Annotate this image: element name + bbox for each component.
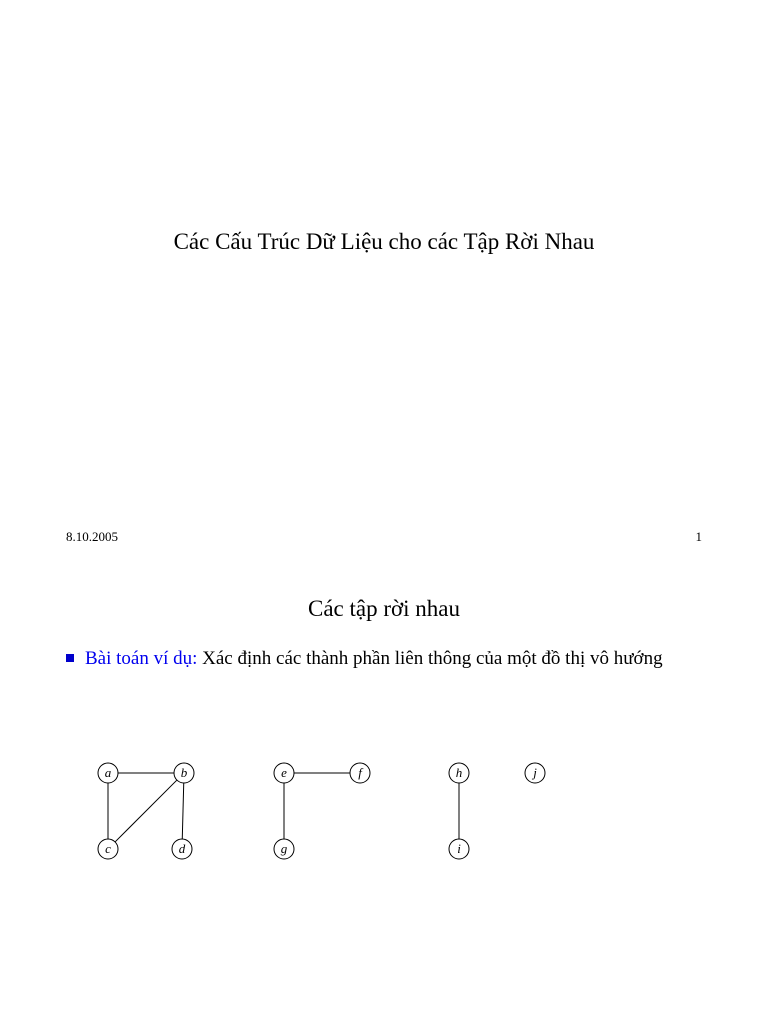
slide-title: Các tập rời nhau (307, 596, 461, 621)
graph-edge-b-c (115, 780, 177, 842)
undirected-graph (0, 740, 768, 890)
bullet-body: Xác định các thành phần liên thông của một đồ thị vô hướng (197, 648, 663, 669)
graph-edge-b-d (182, 783, 183, 839)
graph-node-e (274, 763, 294, 783)
graph-node-label: a (104, 765, 112, 780)
graph-node-a (98, 763, 118, 783)
graph-node-label: g (280, 841, 288, 856)
graph-node-label: f (358, 765, 362, 780)
graph-node-f (350, 763, 370, 783)
graph-node-label: b (180, 765, 188, 780)
footer-date: 8.10.2005 (66, 529, 118, 544)
graph-node-label: e (281, 765, 287, 780)
bullet-text (85, 646, 716, 671)
graph-node-c (98, 839, 118, 859)
graph-node-g (274, 839, 294, 859)
bullet-lead: Bài toán ví dụ: (85, 648, 198, 669)
graph-node-label: i (457, 841, 461, 856)
graph-node-label: c (105, 841, 111, 856)
square-bullet-icon (66, 654, 74, 662)
graph-node-i (449, 839, 469, 859)
graph-node-label: d (178, 841, 186, 856)
graph-node-label: j (533, 765, 537, 780)
graph-node-label: h (455, 765, 463, 780)
graph-node-d (172, 839, 192, 859)
graph-node-b (174, 763, 194, 783)
bullet-item (66, 646, 716, 671)
slide-2 (0, 560, 768, 1024)
slide-title: Các Cấu Trúc Dữ Liệu cho các Tập Rời Nhau (173, 229, 595, 254)
graph-node-h (449, 763, 469, 783)
page-number: 1 (695, 529, 702, 544)
graph-node-j (525, 763, 545, 783)
